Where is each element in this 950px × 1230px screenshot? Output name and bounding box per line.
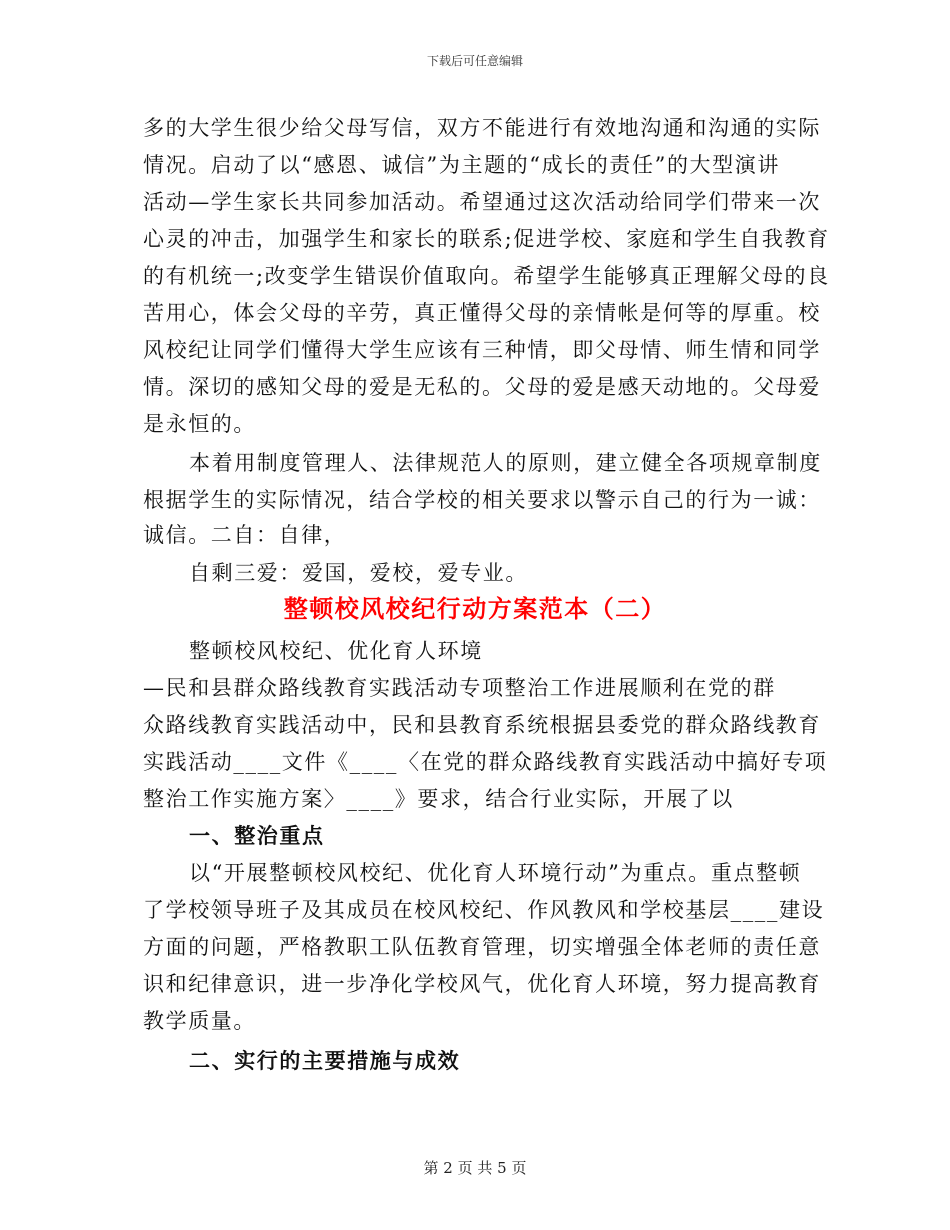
section-title: 整顿校风校纪行动方案范本（二） <box>283 594 667 623</box>
subtitle: 整顿校风校纪、优化育人环境 <box>189 639 483 663</box>
body-line: 活动—学生家长共同参加活动。希望通过这次活动给同学们带来一次 <box>143 190 821 214</box>
body-line: 情。深切的感知父母的爱是无私的。父母的爱是感天动地的。父母爱 <box>143 375 821 399</box>
body-line: 方面的问题，严格教职工队伍教育管理，切实增强全体老师的责任意 <box>143 935 821 959</box>
body-line: 的有机统一;改变学生错误价值取向。希望学生能够真正理解父母的良 <box>143 264 830 288</box>
body-line: 整治工作实施方案〉____》要求，结合行业实际，开展了以 <box>143 787 734 811</box>
body-line: 自剩三爱：爱国，爱校，爱专业。 <box>189 561 528 585</box>
body-line: 本着用制度管理人、法律规范人的原则，建立健全各项规章制度 <box>189 451 822 475</box>
body-line: 以“开展整顿校风校纪、优化育人环境行动”为重点。重点整顿 <box>189 861 802 885</box>
heading-measures: 二、实行的主要措施与成效 <box>189 1048 461 1073</box>
body-line: 诚信。二自：自律， <box>143 523 347 547</box>
body-line: 风校纪让同学们懂得大学生应该有三种情，即父母情、师生情和同学 <box>143 338 821 362</box>
body-line: 多的大学生很少给父母写信，双方不能进行有效地沟通和沟通的实际 <box>143 116 821 140</box>
body-line: 情况。启动了以“感恩、诚信”为主题的“成长的责任”的大型演讲 <box>143 153 780 177</box>
page-number: 第 2 页 共 5 页 <box>423 1159 527 1177</box>
body-line: 根据学生的实际情况，结合学校的相关要求以警示自己的行为一诚： <box>143 488 821 512</box>
body-line: 众路线教育实践活动中，民和县教育系统根据县委党的群众路线教育 <box>143 713 821 737</box>
body-line: 了学校领导班子及其成员在校风校纪、作风教风和学校基层____建设 <box>143 898 825 922</box>
body-line: 识和纪律意识，进一步净化学校风气，优化育人环境，努力提高教育 <box>143 972 821 996</box>
page-header: 下载后可任意编辑 <box>426 54 523 68</box>
body-line: 是永恒的。 <box>143 412 256 436</box>
body-line: 教学质量。 <box>143 1009 256 1033</box>
heading-key-points: 一、整治重点 <box>189 823 325 848</box>
body-line: 苦用心，体会父母的辛劳，真正懂得父母的亲情帐是何等的厚重。校 <box>143 301 821 325</box>
body-line: 实践活动____文件《____〈在党的群众路线教育实践活动中搞好专项 <box>143 750 828 774</box>
body-line: 心灵的冲击，加强学生和家长的联系;促进学校、家庭和学生自我教育 <box>143 227 830 251</box>
body-line: —民和县群众路线教育实践活动专项整治工作进展顺利在党的群 <box>143 676 776 700</box>
